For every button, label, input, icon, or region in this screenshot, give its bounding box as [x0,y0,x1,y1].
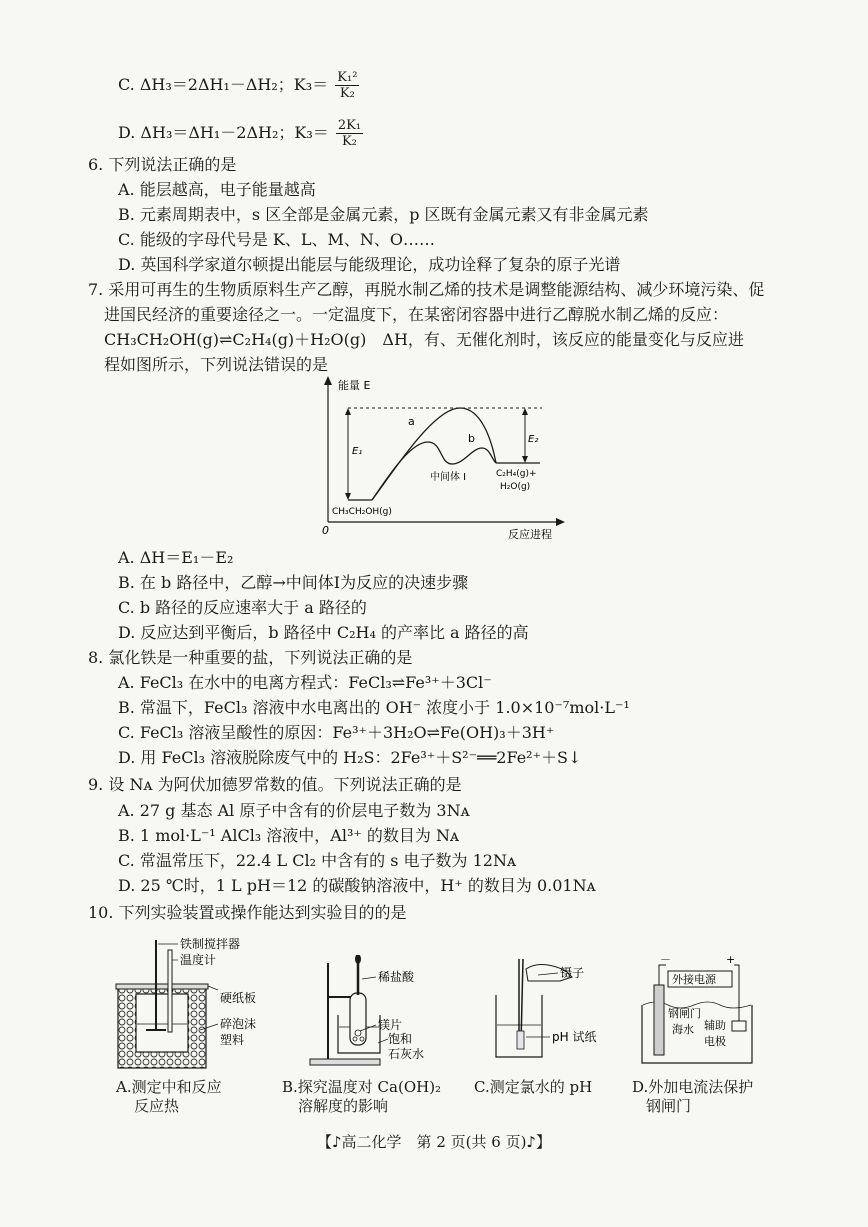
path-b-label: b [468,432,475,445]
caption-a-line2: 反应热 [134,1097,180,1115]
caption-b-line1: B.探究温度对 Ca(OH)₂ [282,1078,442,1096]
q5-option-d-fraction [336,118,363,149]
q6-option-d: D. 英国科学家道尔顿提出能层与能级理论，成功诠释了复杂的原子光谱 [118,255,621,274]
leader-line [362,977,376,979]
apparatus-a-calorimeter [110,930,260,1070]
intermediate-label: 中间体 Ⅰ [430,472,467,483]
q8-option-a: A. FeCl₃ 在水中的电离方程式：FeCl₃⇌Fe³⁺＋3Cl⁻ [118,673,492,692]
apparatus-b-lime-water [300,955,450,1070]
terminal-positive: + [726,955,736,966]
q9-option-b: B. 1 mol·L⁻¹ AlCl₃ 溶液中，Al³⁺ 的数目为 Nᴀ [118,826,460,845]
steel-gate [654,985,664,1055]
q5-option-c [118,70,359,101]
label-ph-paper: pH 试纸 [552,1030,597,1044]
test-tube [350,993,366,1045]
cardboard-lid [116,984,208,989]
label-limewater: 石灰水 [388,1047,425,1061]
auxiliary-electrode [732,1021,746,1031]
terminal-negative: － [660,955,671,966]
fraction-denominator: K₂ [339,86,355,101]
label-steel-gate: 钢闸门 [668,1007,701,1020]
q7-stem-line2: 进国民经济的重要途径之一。一定温度下，在某密闭容器中进行乙醇脱水制乙烯的反应： [104,305,729,324]
leader-line [208,986,218,990]
ph-paper [517,1031,524,1049]
path-b-curve [372,442,496,500]
e2-arrow-up [522,408,528,415]
stand-base [310,1059,380,1065]
label-hcl: 稀盐酸 [378,970,415,984]
q9-option-a: A. 27 g 基态 Al 原子中含有的价层电子数为 3Nᴀ [118,801,470,820]
x-axis-arrow [556,518,565,526]
caption-d-line2: 钢闸门 [646,1097,692,1115]
q8-option-d: D. 用 FeCl₃ 溶液脱除废气中的 H₂S：2Fe³⁺＋S²⁻══2Fe²⁺＋S↓ [118,748,582,767]
inner-beaker [136,994,188,1052]
q9-stem: 9. 设 Nᴀ 为阿伏加德罗常数的值。下列说法正确的是 [88,775,462,794]
q10-stem: 10. 下列实验装置或操作能达到实验目的的是 [88,903,407,922]
label-thermometer: 温度计 [180,953,217,967]
label-saturated: 饱和 [388,1032,413,1046]
label-stirrer: 铁制搅拌器 [180,937,241,951]
apparatus-d-impressed-current [636,955,770,1070]
fraction-denominator: K₂ [341,134,357,149]
wire-negative [659,965,666,985]
q7-option-b: B. 在 b 路径中，乙醇→中间体Ⅰ为反应的决速步骤 [118,573,469,592]
energy-profile-diagram [320,372,580,544]
q5-option-d [118,118,363,149]
label-seawater: 海水 [672,1023,694,1036]
fraction-numerator: K₁² [337,70,358,85]
fraction-numerator: 2K₁ [337,118,362,133]
q8-stem: 8. 氯化铁是一种重要的盐，下列说法正确的是 [88,648,413,667]
label-electrode: 电极 [704,1035,726,1048]
label-tweezers: 镊子 [560,966,585,980]
tweezers [521,959,523,1043]
path-a-curve [372,408,496,500]
caption-d-line1: D.外加电流法保护 [632,1078,754,1096]
e1-arrow-down [345,493,351,500]
q9-option-d: D. 25 ℃时，1 L pH＝12 的碳酸钠溶液中，H⁺ 的数目为 0.01Nᴀ [118,876,596,895]
e2-label: E₂ [528,434,539,445]
label-foam: 碎泡沫 [220,1017,257,1031]
q7-option-c: C. b 路径的反应速率大于 a 路径的 [118,598,367,617]
e2-arrow-down [522,456,528,463]
product-label-line1: C₂H₄(g)+ [496,469,537,479]
wire-positive [734,965,739,1021]
q5-option-d-text: D. ΔH₃＝ΔH₁－2ΔH₂；K₃＝ [118,123,329,142]
caption-c-line1: C.测定氯水的 pH [474,1078,593,1096]
reactant-label: CH₃CH₂OH(g) [332,507,392,517]
label-mg: 镁片 [378,1018,403,1032]
label-cardboard: 硬纸板 [220,991,257,1005]
q6-option-a: A. 能层越高，电子能量越高 [118,180,316,199]
q7-option-a: A. ΔH＝E₁－E₂ [118,548,234,567]
x-axis-label: 反应进程 [508,528,552,541]
apparatus-c-ph-test [488,955,618,1070]
label-auxiliary: 辅助 [704,1019,726,1032]
q9-option-c: C. 常温常压下，22.4 L Cl₂ 中含有的 s 电子数为 12Nᴀ [118,851,516,870]
label-plastic: 塑料 [220,1033,245,1047]
q6-option-b: B. 元素周期表中，s 区全部是金属元素，p 区既有金属元素又有非金属元素 [118,205,649,224]
caption-b-line2: 溶解度的影响 [298,1097,389,1115]
dropper-bulb [355,955,361,964]
caption-a-line1: A.测定中和反应 [116,1078,222,1096]
q6-stem: 6. 下列说法正确的是 [88,155,237,174]
page-footer: 【♪高二化学 第 2 页(共 6 页)♪】 [316,1133,551,1151]
e1-label: E₁ [352,446,363,457]
q7-stem-line3: CH₃CH₂OH(g)⇌C₂H₄(g)＋H₂O(g) ΔH，有、无催化剂时，该反应的能量变化与反应进 [104,330,744,349]
path-a-label: a [408,415,415,428]
e1-arrow-up [345,408,351,415]
thermometer [168,950,172,1032]
q5-option-c-text: C. ΔH₃＝2ΔH₁－ΔH₂；K₃＝ [118,75,329,94]
q8-option-b: B. 常温下，FeCl₃ 溶液中水电离出的 OH⁻ 浓度小于 1.0×10⁻⁷mol·L⁻¹ [118,698,630,717]
y-axis-arrow [324,376,332,385]
label-power-supply: 外接电源 [672,973,716,986]
q7-option-d: D. 反应达到平衡后，b 路径中 C₂H₄ 的产率比 a 路径的高 [118,623,529,642]
q7-stem-line4: 程如图所示，下列说法错误的是 [104,355,329,374]
q8-option-c: C. FeCl₃ 溶液呈酸性的原因：Fe³⁺＋3H₂O⇌Fe(OH)₃＋3H⁺ [118,723,555,742]
product-label-line2: H₂O(g) [500,482,531,492]
q5-option-c-fraction [335,70,359,101]
y-axis-label: 能量 E [338,379,371,392]
q7-stem-line1: 7. 采用可再生的生物质原料生产乙醇，再脱水制乙烯的技术是调整能源结构、减少环境污染、促 [88,280,765,299]
q6-option-c: C. 能级的字母代号是 K、L、M、N、O…… [118,230,436,249]
origin-label: 0 [322,524,329,537]
